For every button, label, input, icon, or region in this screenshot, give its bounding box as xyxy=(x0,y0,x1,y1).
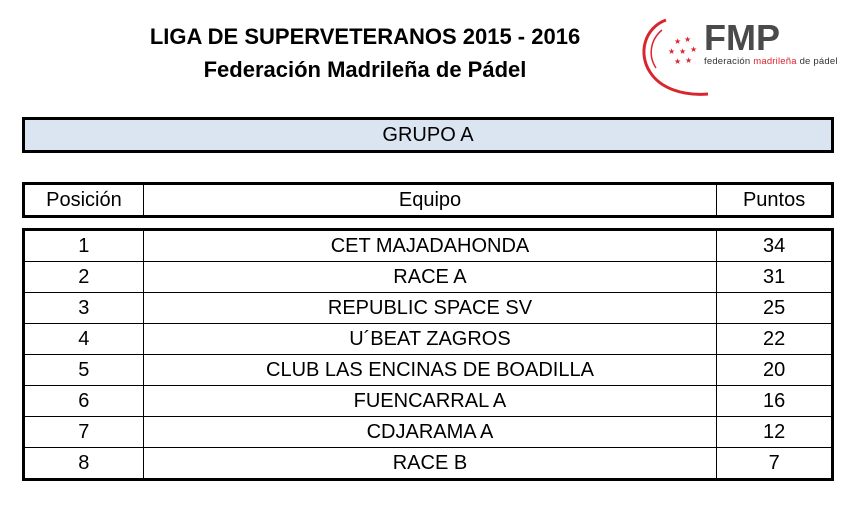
svg-text:★: ★ xyxy=(674,57,682,66)
row-points: 7 xyxy=(717,448,833,480)
row-position: 7 xyxy=(24,417,144,448)
standings-header xyxy=(22,182,834,218)
svg-text:★: ★ xyxy=(690,45,698,54)
row-team: CLUB LAS ENCINAS DE BOADILLA xyxy=(143,355,717,386)
page-subtitle: Federación Madrileña de Pádel xyxy=(203,57,527,82)
col-points: Puntos xyxy=(717,184,833,217)
svg-text:★: ★ xyxy=(674,37,682,46)
row-team: CDJARAMA A xyxy=(143,417,717,448)
row-position: 2 xyxy=(24,262,144,293)
table-row xyxy=(24,293,833,324)
table-row xyxy=(24,262,833,293)
row-team: CET MAJADAHONDA xyxy=(143,230,717,262)
table-row xyxy=(24,355,833,386)
svg-text:★: ★ xyxy=(679,47,687,56)
table-row xyxy=(24,324,833,355)
page-title: LIGA DE SUPERVETERANOS 2015 - 2016 xyxy=(149,24,581,49)
row-position: 3 xyxy=(24,293,144,324)
standings-table xyxy=(22,228,834,481)
row-team: U´BEAT ZAGROS xyxy=(143,324,717,355)
row-points: 31 xyxy=(717,262,833,293)
row-points: 12 xyxy=(717,417,833,448)
stars-icon xyxy=(668,35,697,66)
row-position: 6 xyxy=(24,386,144,417)
table-row xyxy=(24,448,833,480)
col-team: Equipo xyxy=(143,184,716,217)
row-points: 22 xyxy=(717,324,833,355)
row-position: 5 xyxy=(24,355,144,386)
col-position: Posición xyxy=(24,184,144,217)
table-row xyxy=(24,386,833,417)
row-points: 16 xyxy=(717,386,833,417)
row-points: 25 xyxy=(717,293,833,324)
svg-text:★: ★ xyxy=(668,47,676,56)
group-label: GRUPO A xyxy=(22,117,834,153)
row-team: RACE B xyxy=(143,448,717,480)
row-position: 1 xyxy=(24,230,144,262)
row-team: RACE A xyxy=(143,262,717,293)
row-team: REPUBLIC SPACE SV xyxy=(143,293,717,324)
table-row xyxy=(24,230,833,262)
row-team: FUENCARRAL A xyxy=(143,386,717,417)
table-row xyxy=(24,417,833,448)
row-points: 20 xyxy=(717,355,833,386)
svg-text:★: ★ xyxy=(684,35,692,44)
svg-text:★: ★ xyxy=(685,56,693,65)
logo-caption: federación madrileña de pádel xyxy=(704,56,838,67)
row-position: 4 xyxy=(24,324,144,355)
row-position: 8 xyxy=(24,448,144,480)
row-points: 34 xyxy=(717,230,833,262)
logo-wordmark: FMP xyxy=(704,17,780,58)
